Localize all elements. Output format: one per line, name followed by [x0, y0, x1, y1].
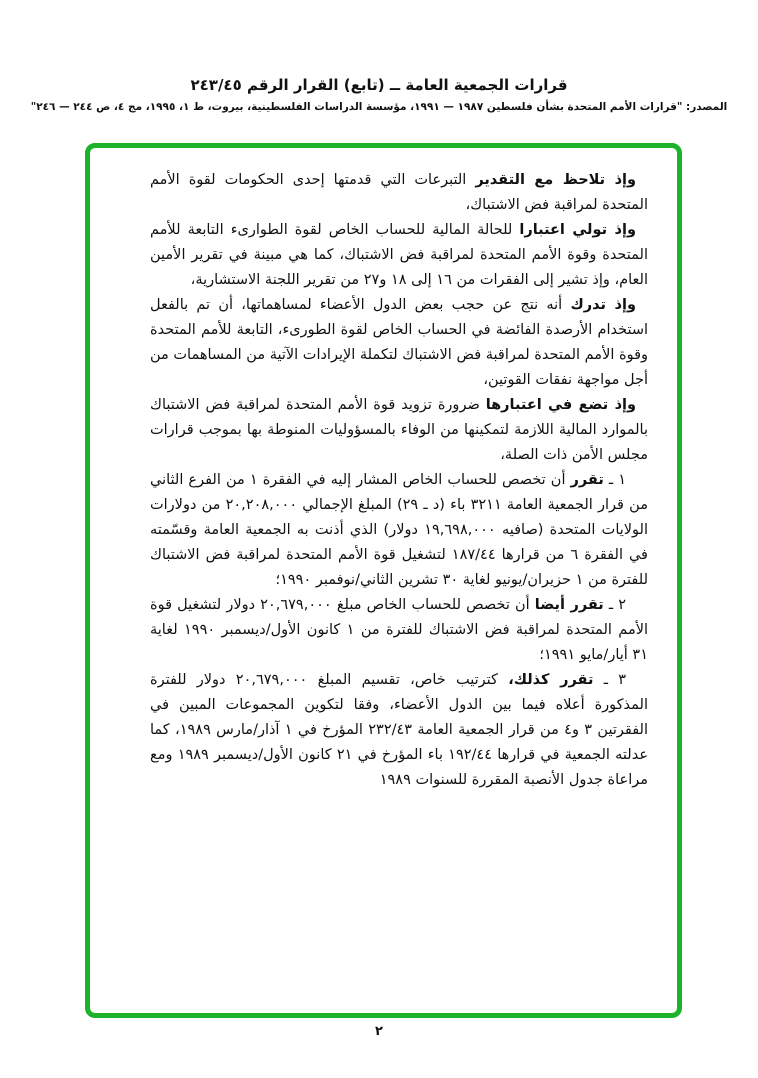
paragraph-lead: وإذ تضع في اعتبارها	[485, 397, 637, 413]
preamble-paragraph-4	[150, 393, 648, 468]
paragraph-number: ١ ـ	[603, 472, 626, 488]
document-source-line: المصدر: "قرارات الأمم المتحدة بشأن فلسطين ١٩٨٧ — ١٩٩١، مؤسسة الدراسات الفلسطينية، بيروت، ط ١، ١٩٩٥، مج ٤، ص ٢٤٤ — ٢٤٦"	[30, 101, 728, 113]
paragraph-text: التبرعات التي قدمتها إحدى الحكومات لقوة الأمم المتحدة لمراقبة فض الاشتباك،	[150, 172, 648, 213]
preamble-paragraph-1	[150, 168, 648, 218]
paragraph-lead: تقرر أيضا	[534, 597, 604, 613]
page-number: ٢	[375, 1024, 383, 1039]
paragraph-text: أن تخصص للحساب الخاص المشار إليه في الفقرة ١ من الفرع الثاني من قرار الجمعية العامة ٣٢١١ باء (د ـ ٢٩) المبلغ الإجمالي ٢٠,٢٠٨,٠٠٠ من دولارات الولايات المتحدة (صافيه ١٩,٦٩٨,٠٠٠ دولار) الذي أذنت به الجمعية العامة وقسّمته في الفقرة ٦ من قرارها ١٨٧/٤٤ لتشغيل قوة الأمم المتحدة لمراقبة فض الاشتباك للفترة من ١ حزيران/يونيو لغاية ٣٠ تشرين الثاني/نوفمبر ١٩٩٠؛	[150, 472, 648, 588]
paragraph-lead: وإذ تولي اعتبارا	[519, 222, 636, 238]
paragraph-lead: وإذ تدرك	[570, 297, 636, 313]
resolution-body	[150, 168, 648, 793]
operative-paragraph-2	[150, 593, 648, 668]
operative-paragraph-1	[150, 468, 648, 593]
paragraph-number: ٢ ـ	[603, 597, 627, 613]
paragraph-text: كترتيب خاص، تقسيم المبلغ ٢٠,٦٧٩,٠٠٠ دولار للفترة المذكورة أعلاه فيما بين الدول الأعضاء، وفقا لتكوين المجموعات المبين في الفقرتين ٣ و٤ من قرار الجمعية العامة ٢٣٢/٤٣ المؤرخ في ١ آذار/مارس ١٩٨٩، كما عدلته الجمعية في قرارها ١٩٢/٤٤ باء المؤرخ في ٢١ كانون الأول/ديسمبر ١٩٨٩ ومع مراعاة جدول الأنصبة المقررة للسنوات ١٩٨٩	[150, 672, 648, 788]
paragraph-number: ٣ ـ	[593, 672, 627, 688]
document-title: قرارات الجمعية العامة ــ (تابع) القرار الرقم ٢٤٣/٤٥	[190, 76, 568, 94]
paragraph-lead: تقرر كذلك،	[508, 672, 594, 688]
paragraph-text: ضرورة تزويد قوة الأمم المتحدة لمراقبة فض الاشتباك بالموارد المالية اللازمة لتمكينها من الوفاء بالمسؤوليات المنوطة بها بموجب قرارات مجلس الأمن ذات الصلة،	[150, 397, 648, 463]
paragraph-text: للحالة المالية للحساب الخاص لقوة الطوارىء التابعة للأمم المتحدة وقوة الأمم المتحدة لمراقبة فض الاشتباك، كما هي مبينة في تقرير الأمين العام، وإذ تشير إلى الفقرات من ١٦ إلى ١٨ و٢٧ من تقرير اللجنة الاستشارية،	[150, 222, 648, 288]
preamble-paragraph-3	[150, 293, 648, 393]
preamble-paragraph-2	[150, 218, 648, 293]
operative-paragraph-3	[150, 668, 648, 793]
paragraph-lead: تقرر	[570, 472, 604, 488]
paragraph-text: أن تخصص للحساب الخاص مبلغ ٢٠,٦٧٩,٠٠٠ دولار لتشغيل قوة الأمم المتحدة لمراقبة فض الاشتباك للفترة من ١ كانون الأول/ديسمبر ١٩٩٠ لغاية ٣١ أيار/مايو ١٩٩١؛	[150, 597, 649, 663]
paragraph-text: أنه نتج عن حجب بعض الدول الأعضاء لمساهماتها، أن تم بالفعل استخدام الأرصدة الفائضة في الحساب الخاص لقوة الطورىء، التابعة للأمم المتحدة وقوة الأمم المتحدة لمراقبة فض الاشتباك لتكملة الإيرادات الآتية من المساهمات من أجل مواجهة نفقات القوتين،	[149, 297, 648, 388]
paragraph-lead: وإذ تلاحظ مع التقدير	[475, 172, 636, 188]
